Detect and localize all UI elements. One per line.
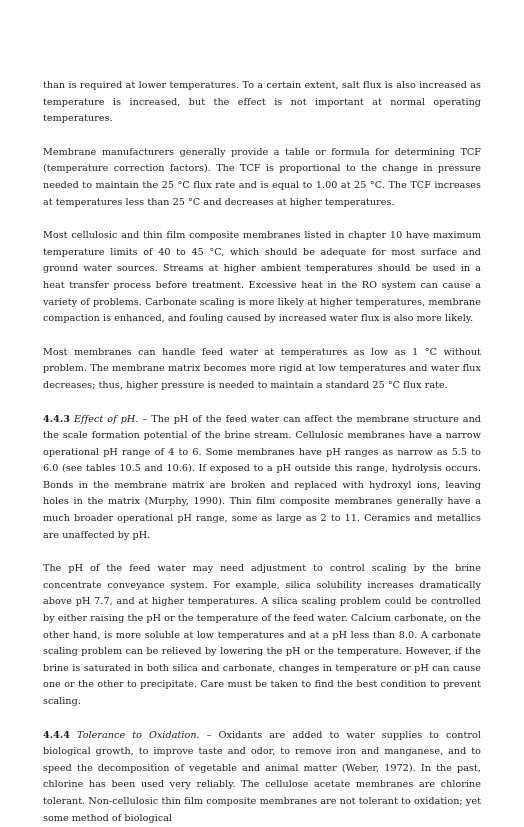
section-tolerance-to-oxidation [43, 728, 481, 827]
paragraph-temperature-limits [43, 228, 481, 328]
paragraph-ph-adjustment [43, 561, 481, 710]
document-page [43, 78, 481, 827]
paragraph-text: Most membranes can handle feed water at temperatures as low as 1 °C without problem. The membrane matrix becomes more rigid at low temperatures and water flux decreases; thus, higher pressure is needed to maintain a standard 25 °C flux rate. [43, 346, 481, 391]
section-title: Effect of pH. [73, 413, 139, 425]
paragraph-tcf [43, 145, 481, 211]
paragraph-text: The pH of the feed water may need adjustment to control scaling by the brine concentrate conveyance system. For example, silica solubility increases dramatically above pH 7.7, and at higher temperatures. A silica scaling problem could be controlled by either raising the pH or the temperature of the feed water. Calcium carbonate, on the other hand, is more soluble at low temperatures and at a pH less than 8.0. A carbonate scaling problem can be relieved by lowering the pH or the temperature. However, if the brine is saturated in both silica and carbonate, changes in temperature or pH can cause one or the other to precipitate. Care must be taken to find the best condition to prevent scaling. [43, 563, 481, 707]
section-number: 4.4.4 [43, 729, 70, 741]
section-effect-of-ph [43, 412, 481, 545]
section-number: 4.4.3 [43, 413, 70, 425]
paragraph-low-temperature [43, 345, 481, 395]
paragraph-temperature-salt-flux [43, 78, 481, 128]
paragraph-text: – The pH of the feed water can affect the membrane structure and the scale formation potential of the brine stream. Cellulosic membranes have a narrow operational pH range of 4 to 6. Some membranes have pH ranges as narrow as 5.5 to 6.0 (see tables 10.5 and 10.6). If exposed to a pH outside this range, hydrolysis occurs. Bonds in the membrane matrix are broken and replaced with hydroxyl ions, leaving holes in the matrix (Murphy, 1990). Thin film composite membranes generally have a much broader operational pH range, some as large as 2 to 11. Ceramics and metallics are unaffected by pH. [43, 413, 481, 541]
paragraph-text: than is required at lower temperatures. To a certain extent, salt flux is also increased as temperature is increased, but the effect is not important at normal operating temperatures. [43, 80, 481, 125]
section-title: Tolerance to Oxidation. [77, 729, 200, 741]
paragraph-text: Membrane manufacturers generally provide a table or formula for determining TCF (temperature correction factors). The TCF is proportional to the change in pressure needed to maintain the 25 °C flux rate and is equal to 1.00 at 25 °C. The TCF increases at temperatures less than 25 °C and decreases at higher temperatures. [43, 146, 481, 208]
paragraph-text: Most cellulosic and thin film composite membranes listed in chapter 10 have maximum temperature limits of 40 to 45 °C, which should be adequate for most surface and ground water sources. Streams at higher ambient temperatures should be used in a heat transfer process before treatment. Excessive heat in the RO system can cause a variety of problems. Carbonate scaling is more likely at higher temperatures, membrane compaction is enhanced, and fouling caused by increased water flux is also more likely. [43, 230, 481, 325]
paragraph-text: – Oxidants are added to water supplies to control biological growth, to improve taste and odor, to remove iron and manganese, and to speed the decomposition of vegetable and animal matter (Weber, 1972). In the past, chlorine has been used very reliably. The cellulose acetate membranes are chlorine tolerant. Non-cellulosic thin film composite membranes are not tolerant to oxidation; yet some method of biological [43, 729, 481, 824]
